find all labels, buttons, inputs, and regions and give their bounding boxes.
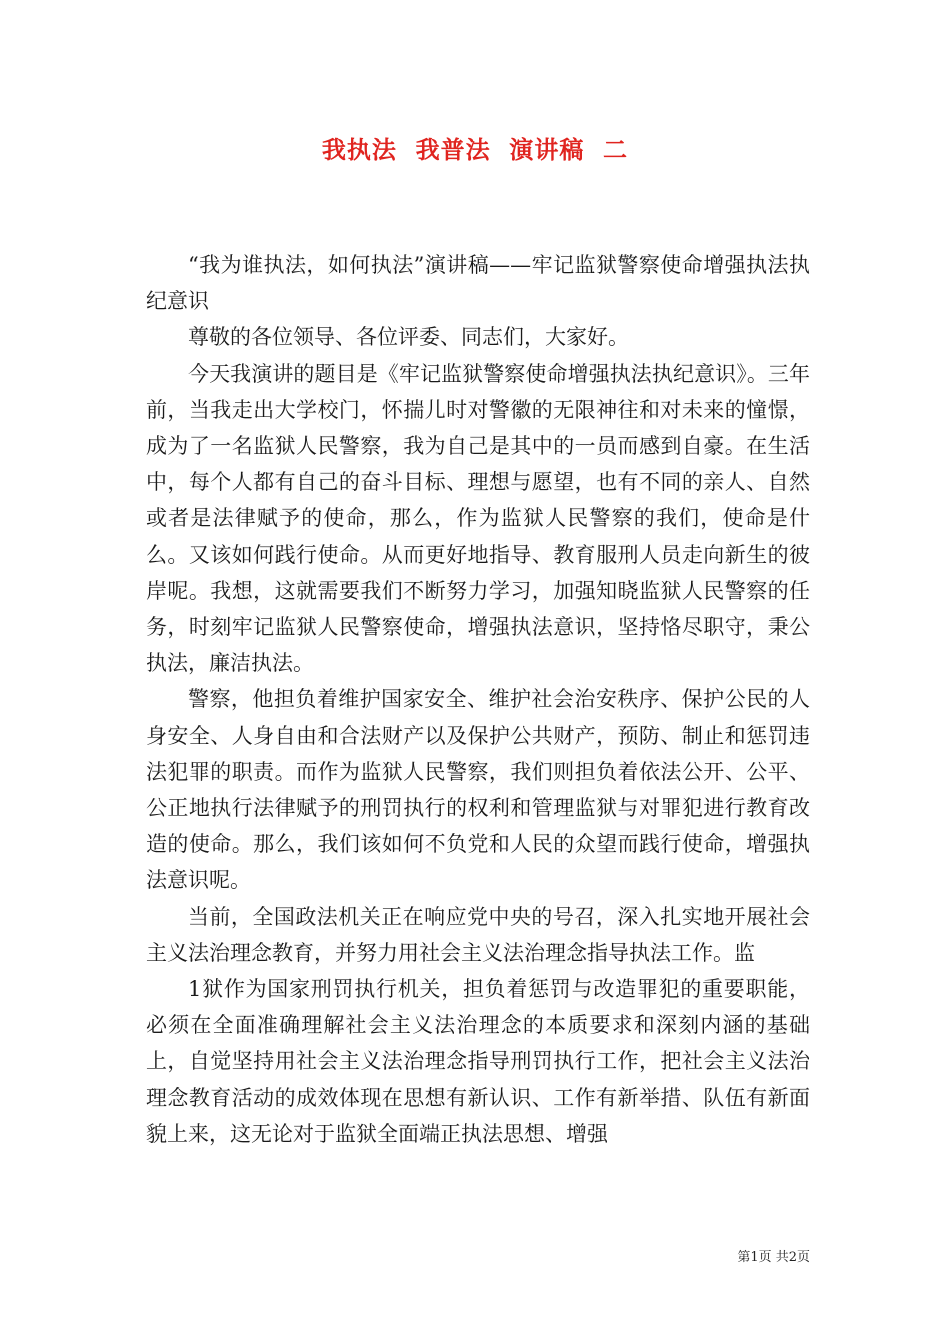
paragraph-intro: 今天我演讲的题目是《牢记监狱警察使命增强执法执纪意识》。三年前，当我走出大学校门，怀揣儿时对警徽的无限神往和对未来的憧憬，成为了一名监狱人民警察，我为自己是其中的一员而感到自豪。在生活中，每个人都有自己的奋斗目标、理想与愿望，也有不同的亲人、自然或者是法律赋予的使命，那么，作为监狱人民警察的我们，使命是什么。又该如何践行使命。从而更好地指导、教育服刑人员走向新生的彼岸呢。我想，这就需要我们不断努力学习，加强知晓监狱人民警察的任务，时刻牢记监狱人民警察使命，增强执法意识，坚持恪尽职守，秉公执法，廉洁执法。 (146, 361, 810, 676)
document-title: 我执法 我普法 演讲稿 二 (321, 135, 629, 164)
paragraph-subtitle: “我为谁执法，如何执法”演讲稿——牢记监狱警察使命增强执法执纪意识 (146, 253, 810, 314)
document-body (146, 247, 810, 1152)
paragraph-prison-role: 1狱作为国家刑罚执行机关，担负着惩罚与改造罪犯的重要职能，必须在全面准确理解社会主义法治理念的本质要求和深刻内涵的基础上，自觉坚持用社会主义法治理念指导刑罚执行工作，把社会主义法治理念教育活动的成效体现在思想有新认识、工作有新举措、队伍有新面貌上来，这无论对于监狱全面端正执法思想、增强 (146, 977, 810, 1146)
paragraph-police-duty: 警察，他担负着维护国家安全、维护社会治安秩序、保护公民的人身安全、人身自由和合法财产以及保护公共财产，预防、制止和惩罚违法犯罪的职责。而作为监狱人民警察，我们则担负着依法公开、公平、公正地执行法律赋予的刑罚执行的权利和管理监狱与对罪犯进行教育改造的使命。那么，我们该如何不负党和人民的众望而践行使命，增强执法意识呢。 (146, 687, 810, 893)
page-number: 第1页 共2页 (737, 1250, 810, 1265)
paragraph-greeting: 尊敬的各位领导、各位评委、同志们，大家好。 (188, 325, 629, 350)
paragraph-current: 当前，全国政法机关正在响应党中央的号召，深入扎实地开展社会主义法治理念教育，并努力用社会主义法治理念指导执法工作。监 (146, 904, 810, 965)
